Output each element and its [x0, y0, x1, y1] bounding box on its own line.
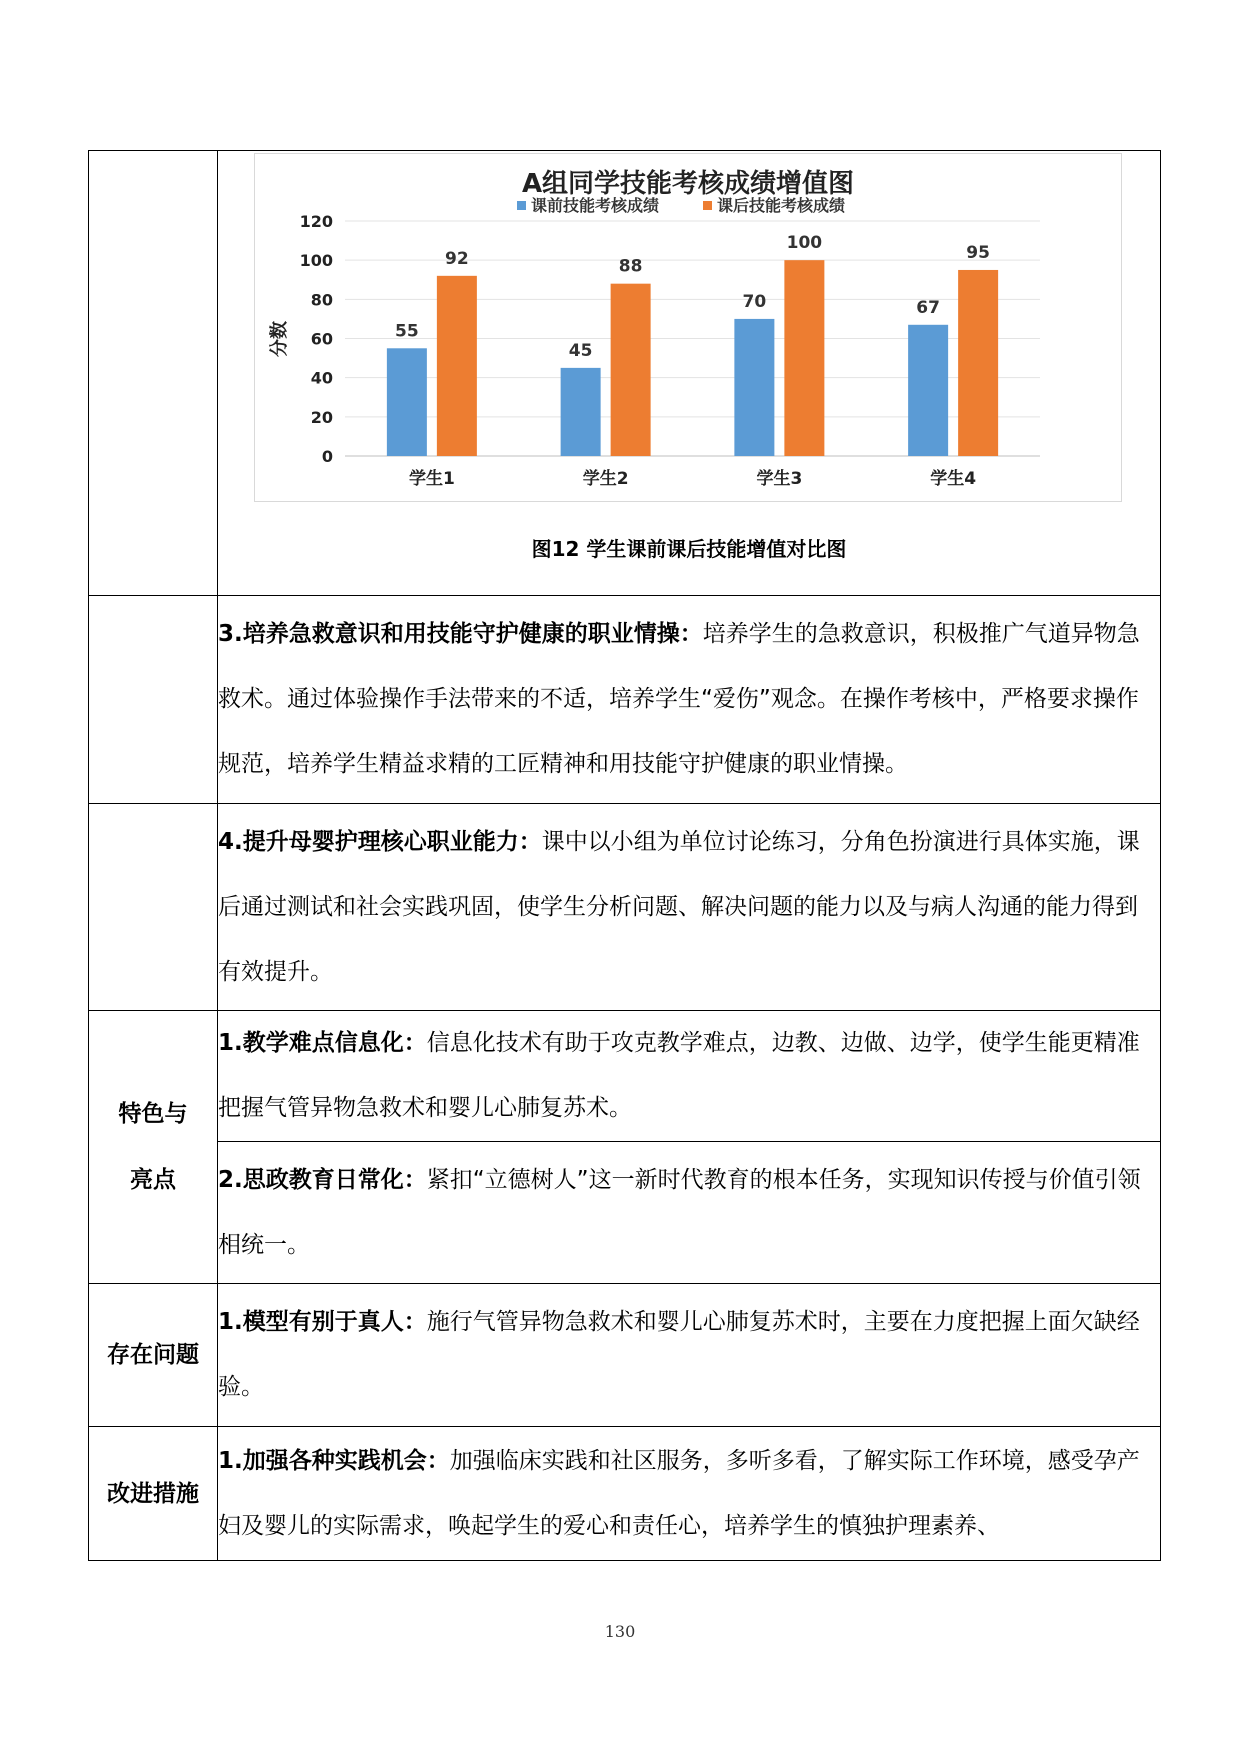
section-row-4: [89, 804, 1161, 1011]
bar-2-学生1: [437, 276, 477, 456]
figure-row-label-cell: [89, 151, 218, 596]
bar-chart: [255, 154, 1121, 501]
data-label-2-学生2: 88: [618, 256, 643, 277]
bar-2-学生3: [784, 260, 824, 456]
features-row-1: [89, 1011, 1161, 1142]
chart-title: A组同学技能考核成绩增值图: [521, 169, 855, 199]
bar-1-学生4: [908, 325, 948, 456]
data-label-2-学生1: 92: [445, 248, 469, 269]
features-item-2-text: 紧扣“立德树人”这一新时代教育的根本任务，实现知识传授与价值引领相统一。: [218, 1166, 1141, 1258]
section-4-text: 课中以小组为单位讨论练习，分角色扮演进行具体实施，课后通过测试和社会实践巩固，使学生分析问题、解决问题的能力以及与病人沟通的能力得到有效提升。: [218, 828, 1140, 985]
bar-1-学生2: [561, 368, 601, 456]
problems-item-1-heading: 1.模型有别于真人：: [218, 1309, 427, 1335]
data-label-2-学生4: 95: [966, 242, 990, 263]
x-tick-label-学生1: 学生1: [408, 469, 455, 489]
y-tick-label-120: 120: [299, 212, 333, 231]
y-tick-label-100: 100: [299, 251, 333, 271]
legend-swatch-1: [517, 201, 526, 210]
features-item-1-heading: 1.教学难点信息化：: [218, 1030, 427, 1056]
features-item-2-heading: 2.思政教育日常化：: [218, 1166, 427, 1193]
problems-label: 存在问题: [89, 1284, 218, 1427]
y-tick-label-60: 60: [310, 329, 333, 349]
problems-row: [89, 1284, 1161, 1427]
data-label-1-学生2: 45: [568, 340, 593, 361]
problems-item-1-text: 施行气管异物急救术和婴儿心肺复苏术时，主要在力度把握上面欠缺经验。: [218, 1309, 1140, 1400]
x-tick-label-学生2: 学生2: [582, 469, 629, 489]
legend-label-2: 课后技能考核成绩: [717, 196, 846, 215]
section-row-3: [89, 596, 1161, 804]
bar-1-学生3: [734, 319, 774, 456]
data-label-1-学生3: 70: [742, 291, 767, 312]
features-item-1: [218, 1011, 1161, 1142]
chart-container: [254, 153, 1122, 502]
features-label-line2: 亮点: [130, 1167, 176, 1193]
section-3-content: [218, 596, 1161, 804]
features-item-2: [218, 1142, 1161, 1284]
improvements-row: [89, 1427, 1161, 1561]
y-tick-label-40: 40: [310, 368, 333, 388]
improvements-label: 改进措施: [89, 1427, 218, 1561]
section-row-4-label-cell: [89, 804, 218, 1011]
figure-row: [89, 151, 1161, 596]
bar-1-学生1: [387, 348, 427, 456]
data-label-1-学生4: 67: [916, 297, 940, 318]
page-number: 130: [604, 1622, 636, 1641]
x-tick-label-学生3: 学生3: [756, 469, 803, 489]
legend-swatch-2: [703, 201, 712, 210]
improvements-item-1-text: 加强临床实践和社区服务，多听多看，了解实际工作环境，感受孕产妇及婴儿的实际需求，唤起学生的爱心和责任心，培养学生的慎独护理素养、: [218, 1447, 1140, 1539]
features-label: [89, 1011, 218, 1284]
data-label-1-学生1: 55: [395, 321, 419, 342]
figure-cell: [218, 151, 1161, 596]
bar-2-学生2: [611, 284, 651, 456]
section-row-3-label-cell: [89, 596, 218, 804]
section-4-heading: 4.提升母婴护理核心职业能力：: [218, 828, 542, 855]
section-3-heading: 3.培养急救意识和用技能守护健康的职业情操：: [218, 621, 703, 647]
section-4-content: [218, 804, 1161, 1011]
features-row-2: [89, 1142, 1161, 1284]
features-label-line1: 特色与: [118, 1101, 188, 1127]
y-tick-label-80: 80: [310, 290, 333, 310]
improvements-item-1-heading: 1.加强各种实践机会：: [218, 1447, 450, 1474]
section-3-text: 培养学生的急救意识，积极推广气道异物急救术。通过体验操作手法带来的不适，培养学生“爱伤”观念。在操作考核中，严格要求操作规范，培养学生精益求精的工匠精神和用技能守护健康的职业情操。: [218, 621, 1140, 777]
document-table: [88, 150, 1161, 1561]
legend-label-1: 课前技能考核成绩: [531, 196, 660, 215]
y-tick-label-0: 0: [321, 447, 333, 466]
y-tick-label-20: 20: [310, 407, 333, 427]
figure-caption: 图12 学生课前课后技能增值对比图: [531, 537, 847, 561]
y-axis-label: 分数: [269, 321, 290, 357]
bar-2-学生4: [958, 270, 998, 456]
improvements-item-1: [218, 1427, 1161, 1561]
problems-item-1: [218, 1284, 1161, 1427]
x-tick-label-学生4: 学生4: [930, 469, 977, 489]
data-label-2-学生3: 100: [786, 233, 823, 254]
features-item-1-text: 信息化技术有助于攻克教学难点，边教、边做、边学，使学生能更精准把握气管异物急救术和婴儿心肺复苏术。: [218, 1030, 1140, 1121]
